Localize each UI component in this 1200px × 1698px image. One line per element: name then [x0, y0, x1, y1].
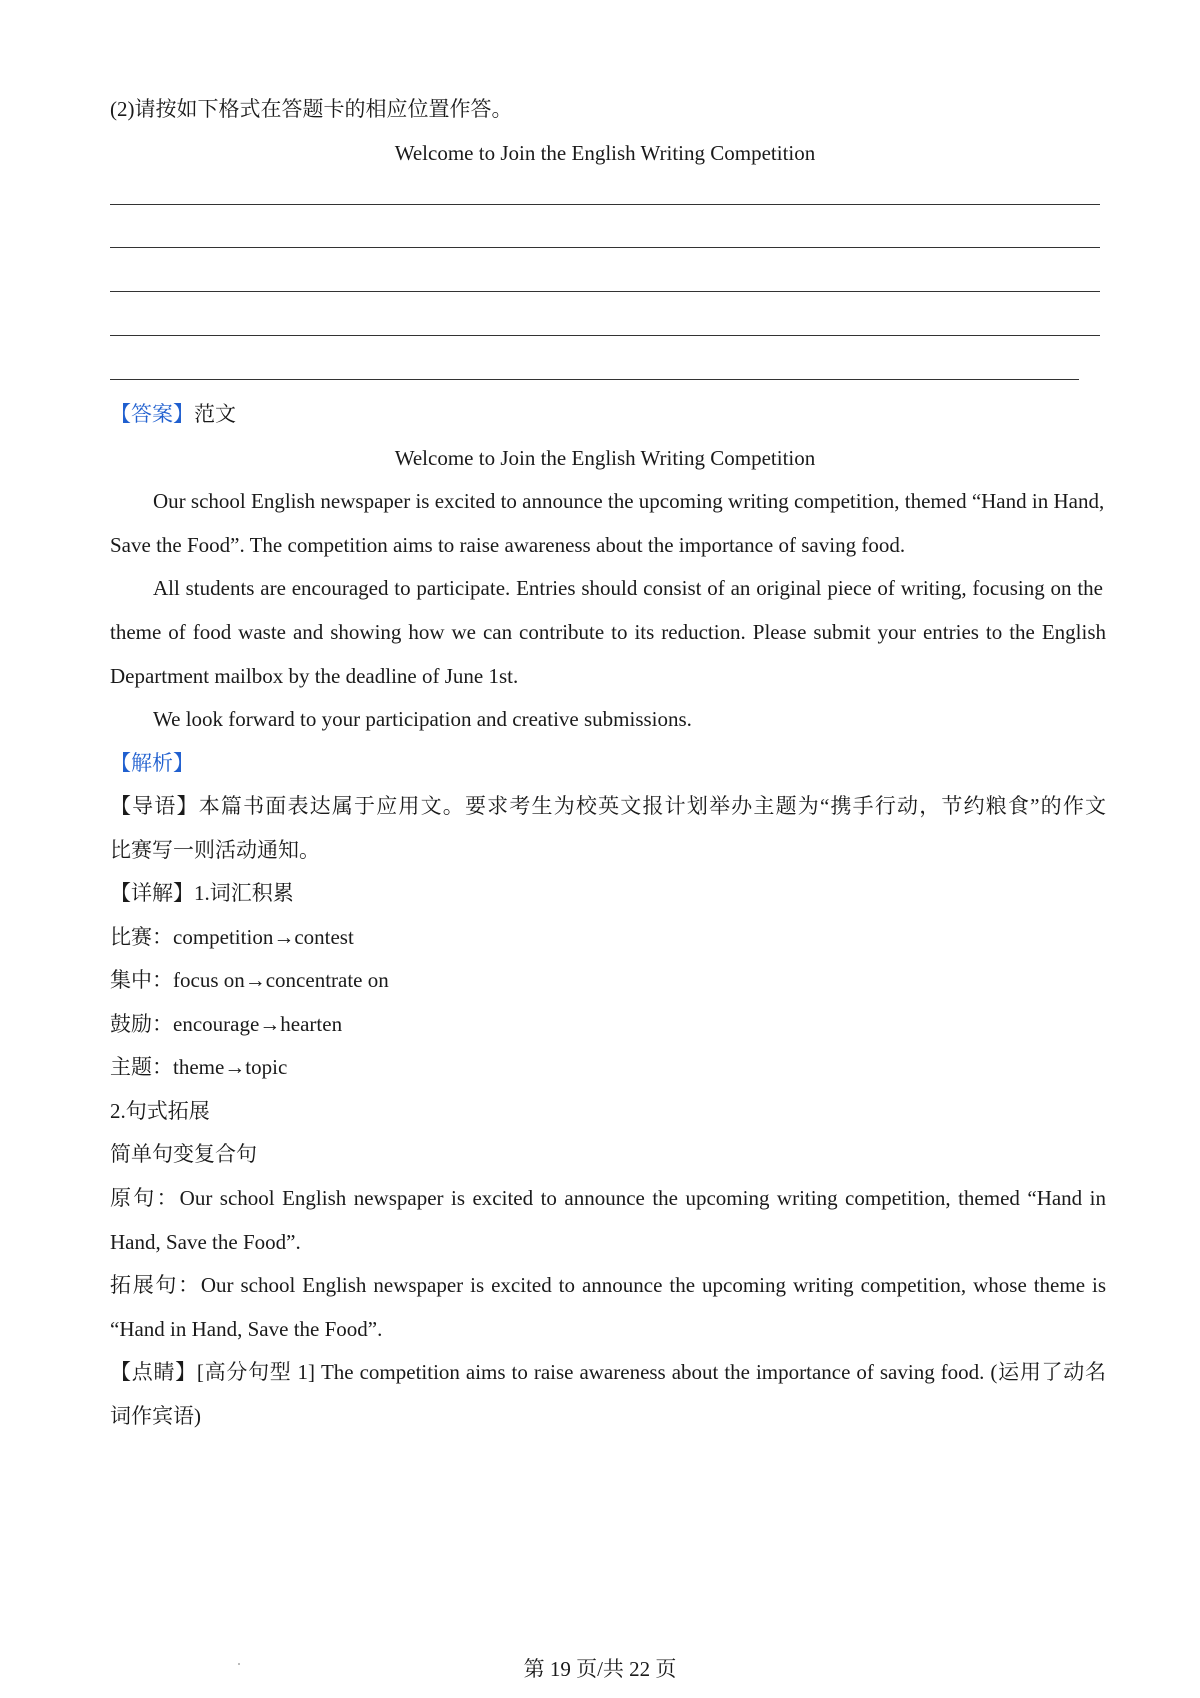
original-sentence: 原句：Our school English newspaper is excited to announce the upcoming writing competition, themed “Hand in	[110, 1186, 1106, 1210]
expanded-sentence: 拓展句：Our school English newspaper is excited to announce the upcoming writing competition, whose theme is	[110, 1273, 1106, 1297]
answer-blank-line	[110, 291, 1100, 292]
answer-blank-line	[110, 204, 1100, 205]
essay-line: All students are encouraged to participate. Entries should consist of an original piece of writing, focusing on the	[153, 576, 1103, 600]
essay-line: We look forward to your participation and creative submissions.	[153, 707, 692, 731]
answer-blank-line	[110, 335, 1100, 336]
essay-title: Welcome to Join the English Writing Competition	[394, 446, 816, 470]
pattern-subheading: 简单句变复合句	[110, 1142, 257, 1166]
vocab-item: 比赛：competition→contest	[110, 925, 354, 949]
answer-blank-line	[110, 247, 1100, 248]
answer-heading	[110, 400, 1106, 428]
essay-line: Save the Food”. The competition aims to raise awareness about the importance of saving food.	[110, 533, 906, 557]
vocab-item: 集中：focus on→concentrate on	[110, 968, 389, 992]
highlight-label: 【点睛】	[110, 1360, 197, 1384]
essay-line: theme of food waste and showing how we can contribute to its reduction. Please submit your entries to the English	[110, 620, 1106, 644]
guide-line-2: 比赛写一则活动通知。	[110, 838, 320, 862]
expanded-sentence-cont: “Hand in Hand, Save the Food”.	[110, 1317, 383, 1341]
page-footer: 第 19 页/共 22 页	[523, 1657, 677, 1681]
detail-label: 【详解】	[110, 881, 194, 905]
answer-suffix: 范文	[194, 402, 236, 426]
highlight-text: [高分句型 1] The competition aims to raise awareness about the importance of saving food. (运用了动名	[196, 1360, 1107, 1384]
answer-blank-line	[110, 379, 1079, 380]
highlight-line-2: 词作宾语)	[110, 1404, 201, 1428]
detail-heading	[110, 879, 1106, 907]
guide-label: 【导语】	[110, 794, 199, 818]
vocab-item: 主题：theme→topic	[110, 1055, 288, 1079]
instruction-text: (2)请按如下格式在答题卡的相应位置作答。	[110, 97, 513, 121]
analysis-label: 【解析】	[110, 751, 194, 775]
highlight-line	[110, 1358, 1106, 1386]
essay-line: Department mailbox by the deadline of June 1st.	[110, 664, 519, 688]
guide-text: 本篇书面表达属于应用文。要求考生为校英文报计划举办主题为“携手行动，节约粮食”的作文	[198, 794, 1107, 818]
vocab-item: 鼓励：encourage→hearten	[110, 1012, 343, 1036]
pattern-heading: 2.句式拓展	[110, 1099, 210, 1123]
prompt-title: Welcome to Join the English Writing Competition	[394, 141, 816, 165]
guide-line	[110, 792, 1106, 820]
original-sentence-cont: Hand, Save the Food”.	[110, 1230, 301, 1254]
essay-line: Our school English newspaper is excited to announce the upcoming writing competition, themed “Hand in Hand,	[153, 489, 1105, 513]
answer-label: 【答案】	[110, 402, 194, 426]
detail-subheading: 1.词汇积累	[194, 881, 294, 905]
